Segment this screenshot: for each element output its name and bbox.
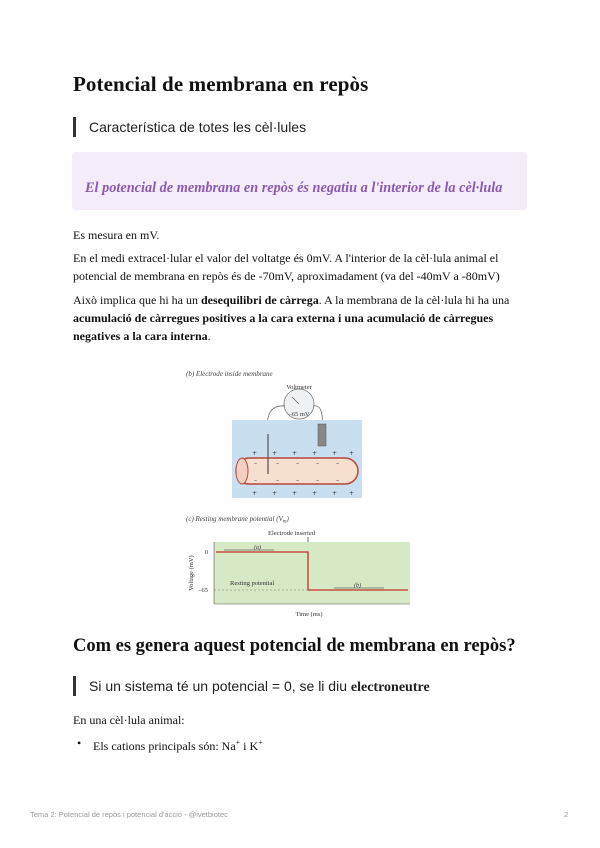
resting-potential-label: Resting potential (230, 580, 275, 587)
svg-text:–: – (254, 477, 257, 484)
blockquote-electroneutral (73, 676, 430, 696)
list-item (77, 734, 263, 755)
tick-minus-65: –65 (198, 587, 208, 594)
svg-text:–: – (254, 460, 257, 467)
page-title: Potencial de membrana en repòs (73, 72, 369, 96)
y-axis-label: Voltage (mV) (188, 555, 195, 591)
cation-list (77, 734, 263, 755)
svg-text:+: + (312, 450, 318, 457)
membrane-potential-figure (184, 364, 414, 622)
list-item-text: Els cations principals són: Na (93, 739, 236, 753)
x-axis-label: Time (ms) (295, 611, 323, 618)
svg-text:+: + (292, 450, 298, 457)
blockquote-characteristic: Característica de totes les cèl·lules (73, 117, 306, 137)
text-imbalance-c: . A la membrana de la cèl·lula hi ha una (318, 293, 510, 307)
text-imbalance-b: desequilibri de càrrega (200, 293, 319, 307)
paragraph-imbalance (73, 291, 533, 345)
svg-text:+: + (252, 490, 258, 497)
svg-text:–: – (336, 477, 339, 484)
footer-text: Tema 2: Potencial de repòs i potencial d'acció - @ivetbiotec (30, 810, 228, 819)
segment-b-label: (b) (354, 583, 361, 589)
paragraph-measure: Es mesura en mV. (73, 228, 160, 242)
list-item-mid: i K (240, 739, 259, 753)
sup-k: + (258, 738, 263, 747)
voltmeter-reading: –65 mV (288, 411, 310, 418)
svg-text:–: – (276, 477, 279, 484)
svg-text:+: + (272, 450, 278, 457)
label-panel-c: (c) Resting membrane potential $(V_m)$ (186, 515, 289, 525)
paragraph-animal-cell: En una cèl·lula animal: (73, 713, 185, 727)
svg-text:+: + (332, 450, 338, 457)
tick-0: 0 (204, 549, 208, 556)
label-electrode-inserted: Electrode inserted (268, 530, 316, 537)
figure-svg (184, 364, 414, 622)
svg-text:–: – (276, 460, 279, 467)
svg-text:+: + (272, 490, 278, 497)
sup-na: + (235, 738, 241, 747)
svg-text:–: – (316, 460, 319, 467)
svg-text:–: – (336, 460, 339, 467)
svg-text:+: + (349, 490, 355, 497)
svg-text:–: – (296, 460, 299, 467)
segment-a-label: (a) (254, 545, 261, 551)
reference-electrode (318, 424, 326, 446)
voltmeter-label: Voltmeter (286, 384, 312, 391)
text-imbalance-a: Això implica que hi ha un (73, 293, 201, 307)
callout-text: El potencial de membrana en repòs és negatiu a l'interior de la cèl·lula (85, 180, 503, 196)
section-heading: Com es genera aquest potencial de membrana en repòs? (73, 636, 516, 656)
svg-text:+: + (292, 490, 298, 497)
svg-text:+: + (312, 490, 318, 497)
svg-text:–: – (296, 477, 299, 484)
callout-box (72, 152, 527, 210)
bullet-icon: • (77, 736, 82, 750)
svg-text:–: – (316, 477, 319, 484)
quote2-bold: electroneutre (350, 680, 430, 695)
text-imbalance-d: acumulació de càrregues positives a la cara externa i una acumulació de càrregues negatives a la cara interna (73, 311, 494, 343)
label-panel-b: (b) Electrode inside membrane (186, 370, 273, 378)
text-imbalance-e: . (207, 329, 211, 343)
svg-text:+: + (332, 490, 338, 497)
quote2-text: Si un sistema té un potencial = 0, se li diu (89, 678, 351, 694)
plot-area (214, 542, 410, 604)
paragraph-voltage: En el medi extracel·lular el valor del voltatge és 0mV. A l'interior de la cèl·lula animal el potencial de membrana en repòs és de -70mV, aproximadament (va del -40mV a -80mV) (73, 251, 500, 283)
svg-text:+: + (252, 450, 258, 457)
svg-text:+: + (349, 450, 355, 457)
page-number: 2 (564, 810, 569, 819)
cell-end (236, 458, 248, 484)
